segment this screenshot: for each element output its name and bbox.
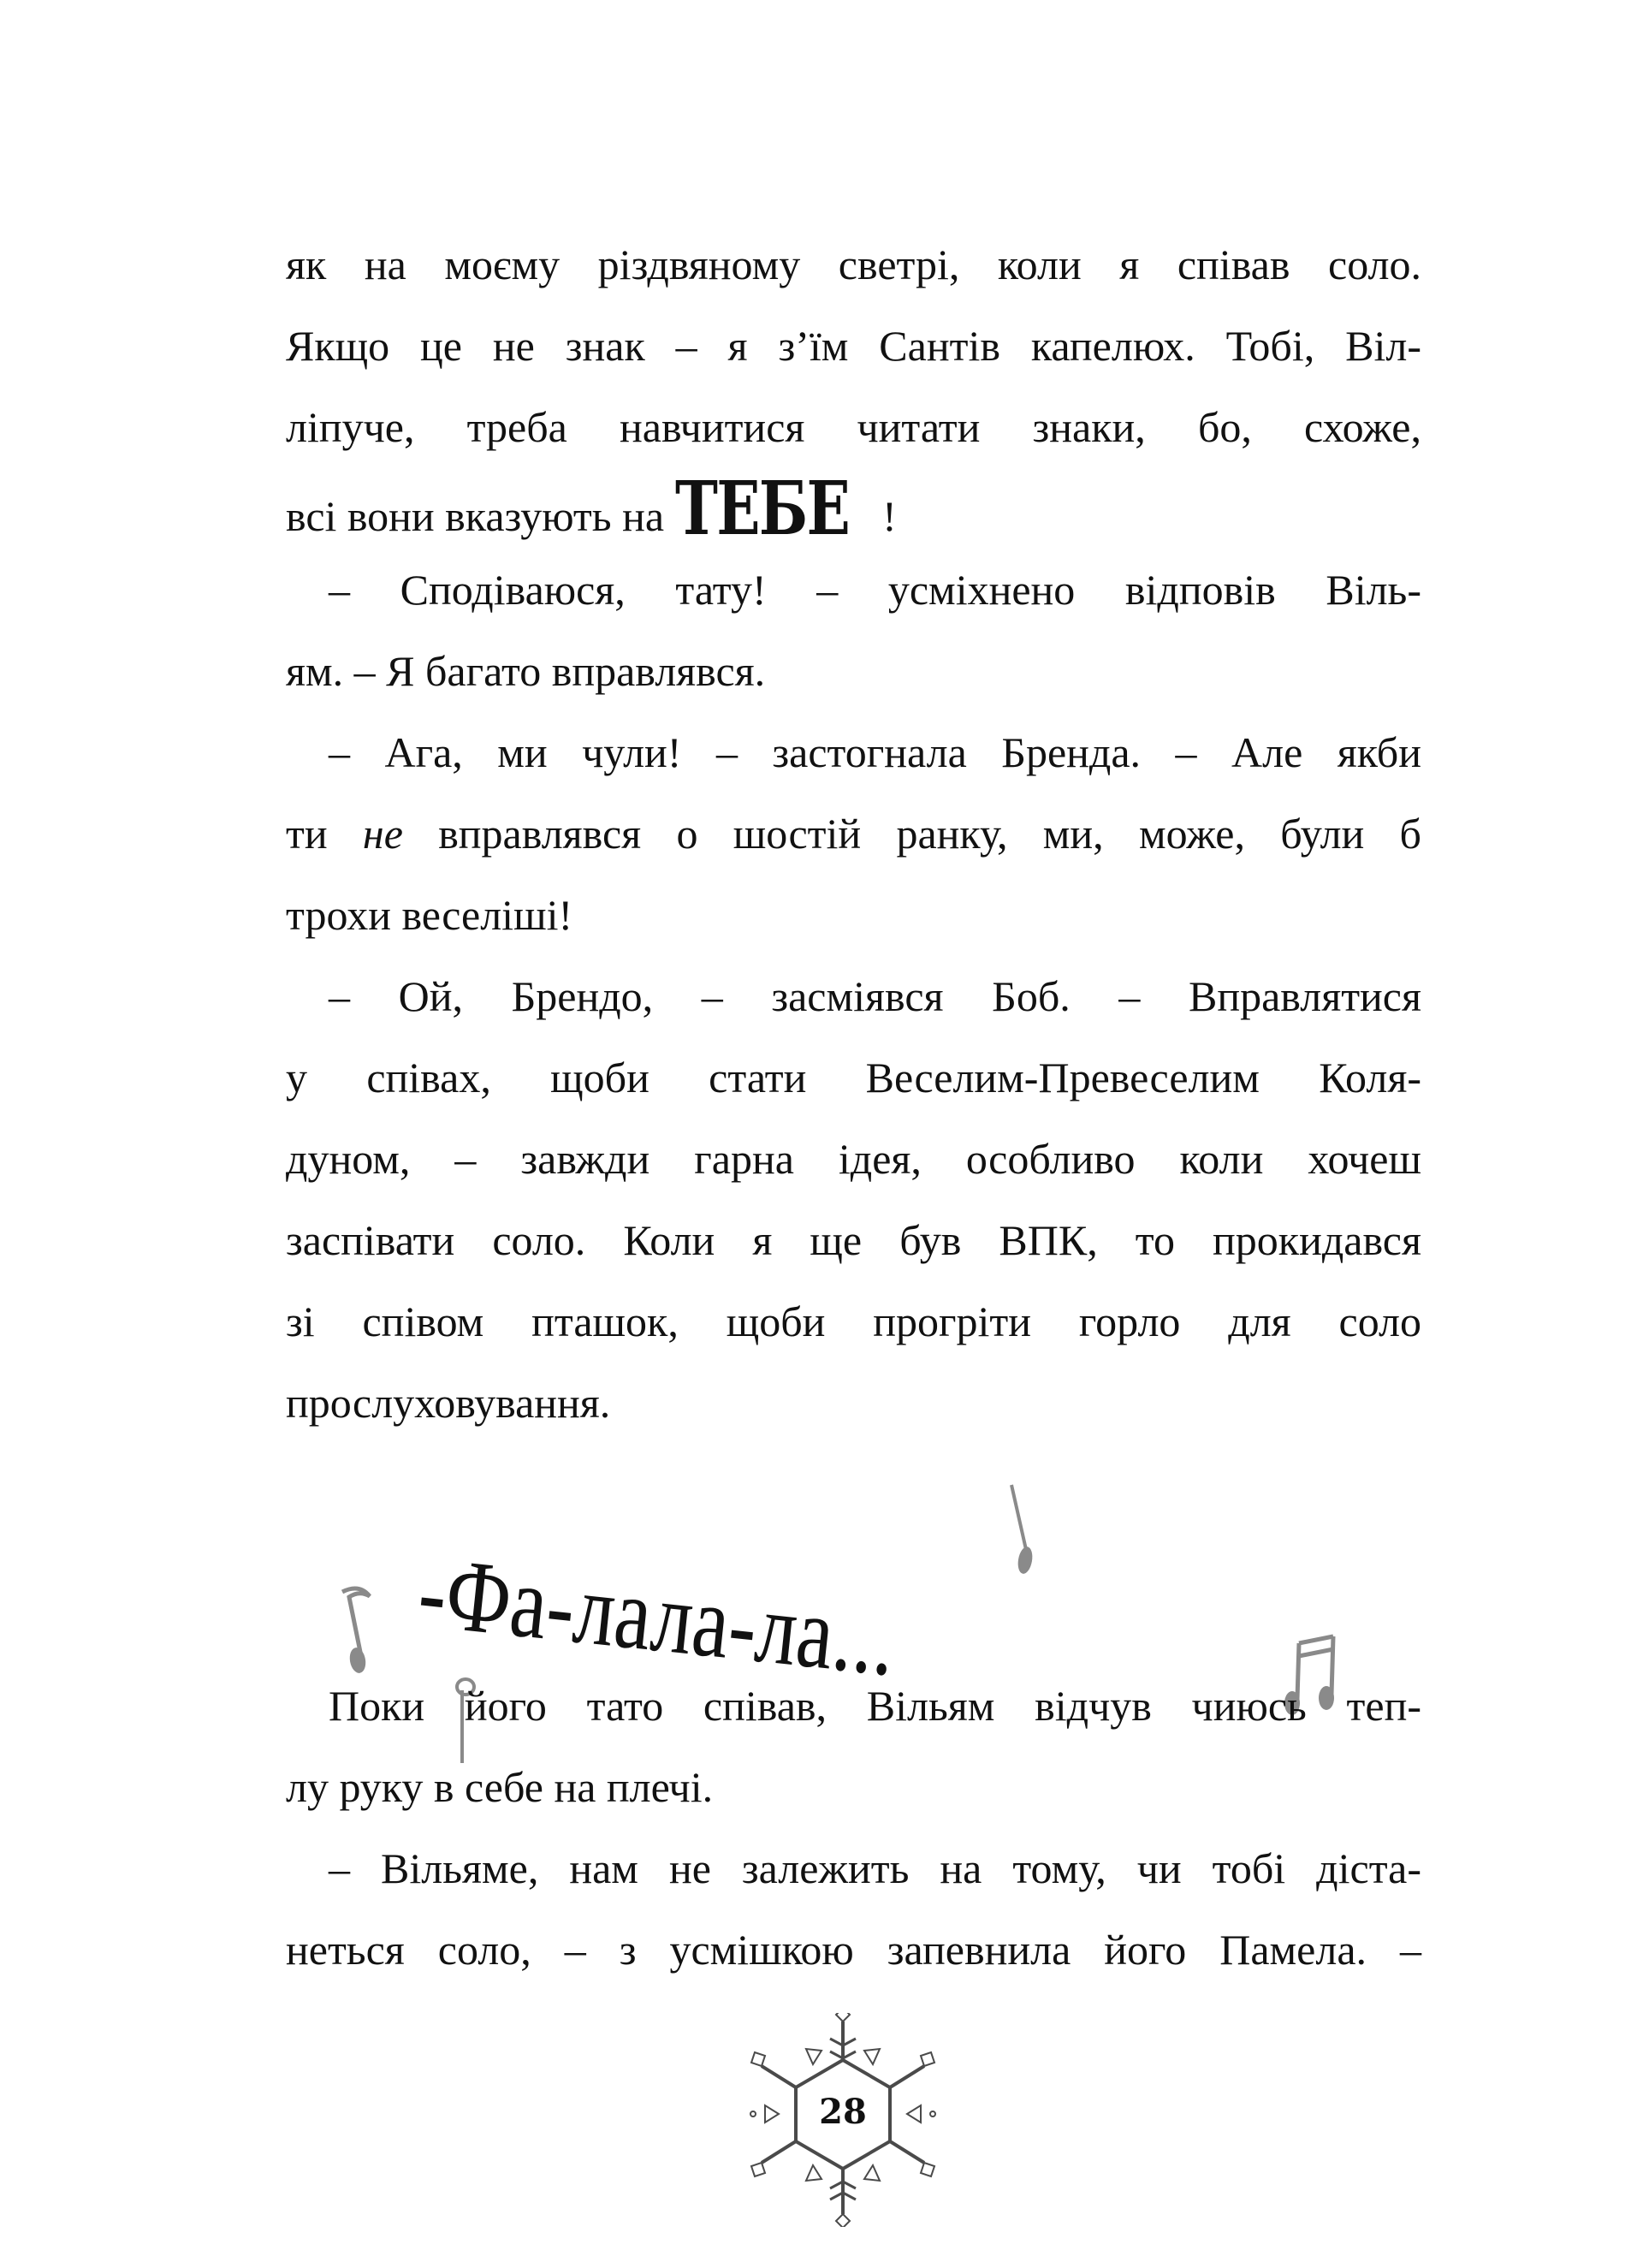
text-line: зі співом пташок, щоби прогріти горло для соло bbox=[286, 1297, 1421, 1345]
body-text-top bbox=[286, 224, 1421, 1444]
text-line: ям. – Я багато вправлявся. bbox=[286, 647, 766, 695]
emphasis-word: ТЕБЕ bbox=[674, 466, 849, 552]
text-line: лу руку в себе на плечі. bbox=[286, 1763, 714, 1811]
text-line: – Сподіваюся, тату! – усміхнено відповів Віль- bbox=[329, 566, 1421, 614]
text-fragment: ! bbox=[882, 492, 897, 540]
text-line: – Вільяме, нам не залежить на тому, чи тобі діста- bbox=[329, 1844, 1421, 1892]
page-number: 28 bbox=[819, 2092, 867, 2132]
text-line: як на моєму різдвяному светрі, коли я співав соло. bbox=[286, 240, 1421, 288]
text-line: прослуховування. bbox=[286, 1379, 611, 1427]
body-text-bottom bbox=[286, 1665, 1421, 1990]
text-line bbox=[286, 466, 1421, 552]
text-fragment: всі вони вказують на bbox=[286, 492, 675, 540]
text-line: Поки його тато співав, Вільям відчув чиюсь теп- bbox=[329, 1682, 1421, 1730]
music-note-icon bbox=[325, 1575, 377, 1677]
text-line: дуном, – завжди гарна ідея, особливо коли хочеш bbox=[286, 1135, 1421, 1183]
text-line: ліпуче, треба навчитися читати знаки, бо, схоже, bbox=[286, 403, 1421, 451]
text-line bbox=[286, 793, 1421, 875]
text-line: трохи веселіші! bbox=[286, 891, 573, 939]
text-fragment: вправлявся о шостій ранку, ми, може, були б bbox=[402, 810, 1422, 858]
text-line: у співах, щоби стати Веселим-Превеселим Коля- bbox=[286, 1054, 1421, 1101]
italic-word: не bbox=[362, 810, 403, 858]
page-footer bbox=[744, 2013, 941, 2227]
text-line: Якщо це не знак – я з’їм Сантів капелюх. Тобі, Віл- bbox=[286, 322, 1421, 370]
text-line: – Ой, Брендо, – засміявся Боб. – Вправлятися bbox=[329, 972, 1421, 1020]
music-note-icon bbox=[993, 1476, 1044, 1588]
song-lyric: -Фа-лала-ла... bbox=[413, 1534, 901, 1698]
text-fragment: ти bbox=[286, 810, 363, 858]
text-line: – Ага, ми чули! – застогнала Бренда. – Але якби bbox=[329, 728, 1421, 776]
text-line: заспівати соло. Коли я ще був ВПК, то прокидався bbox=[286, 1216, 1421, 1264]
text-line: неться соло, – з усмішкою запевнила його Памела. – bbox=[286, 1926, 1421, 1974]
